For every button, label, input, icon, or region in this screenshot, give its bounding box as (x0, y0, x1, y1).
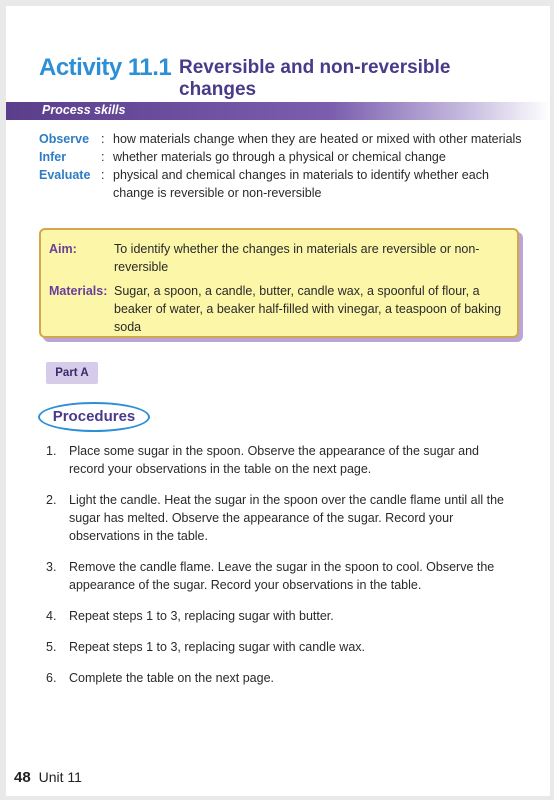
step-number: 4. (46, 609, 57, 623)
procedure-step (46, 558, 516, 594)
part-a-label: Part A (46, 362, 98, 384)
step-text: Light the candle. Heat the sugar in the spoon over the candle flame until all the sugar has melted. Observe the appearance of the sugar. Record your observations in the table. (69, 493, 505, 543)
aim-key: Aim: (49, 242, 77, 256)
page (6, 6, 550, 796)
aim-row (49, 240, 511, 276)
process-skills-bar (6, 102, 550, 120)
aim-materials-box (39, 228, 519, 338)
procedure-step (46, 638, 516, 656)
page-footer (14, 769, 82, 786)
skill-row-evaluate (39, 166, 529, 202)
unit-label: Unit 11 (38, 769, 82, 785)
procedure-step (46, 607, 516, 625)
activity-label: Activity 11.1 (39, 54, 172, 81)
procedure-steps (46, 442, 516, 700)
skill-key: Evaluate (39, 168, 91, 182)
step-number: 2. (46, 493, 57, 507)
skill-key: Observe (39, 132, 90, 146)
procedures-heading-oval (38, 402, 150, 432)
step-text: Remove the candle flame. Leave the sugar in the spoon to cool. Observe the appearance of the sugar. Record your observations in the table. (69, 560, 495, 592)
materials-value: Sugar, a spoon, a candle, butter, candle wax, a spoonful of flour, a beaker of water, a beaker half-filled with vinegar, a teaspoon of baking soda (114, 284, 502, 334)
procedure-step (46, 491, 516, 545)
skill-row-observe (39, 130, 529, 148)
skill-row-infer (39, 148, 529, 166)
skill-colon: : (101, 150, 105, 164)
procedures-heading: Procedures (52, 408, 136, 425)
skill-value: how materials change when they are heated or mixed with other materials (113, 132, 522, 146)
step-text: Place some sugar in the spoon. Observe the appearance of the sugar and record your observations in the table on the next page. (69, 444, 479, 476)
step-number: 5. (46, 640, 57, 654)
process-skills-list (39, 130, 529, 202)
activity-title: Reversible and non-reversible changes (179, 57, 451, 100)
materials-row (49, 282, 511, 336)
procedure-step (46, 442, 516, 478)
page-number: 48 (14, 769, 31, 786)
skill-value: physical and chemical changes in materials to identify whether each change is reversible or non-reversible (113, 168, 489, 200)
aim-value: To identify whether the changes in materials are reversible or non-reversible (114, 242, 480, 274)
skill-value: whether materials go through a physical or chemical change (113, 150, 446, 164)
procedure-step (46, 669, 516, 687)
step-number: 3. (46, 560, 57, 574)
process-skills-heading: Process skills (42, 103, 126, 117)
step-number: 6. (46, 671, 57, 685)
step-text: Repeat steps 1 to 3, replacing sugar with butter. (69, 609, 334, 623)
step-text: Repeat steps 1 to 3, replacing sugar with candle wax. (69, 640, 366, 654)
step-text: Complete the table on the next page. (69, 671, 275, 685)
step-number: 1. (46, 444, 57, 458)
skill-colon: : (101, 168, 105, 182)
skill-key: Infer (39, 150, 67, 164)
skill-colon: : (101, 132, 105, 146)
materials-key: Materials: (49, 284, 108, 298)
